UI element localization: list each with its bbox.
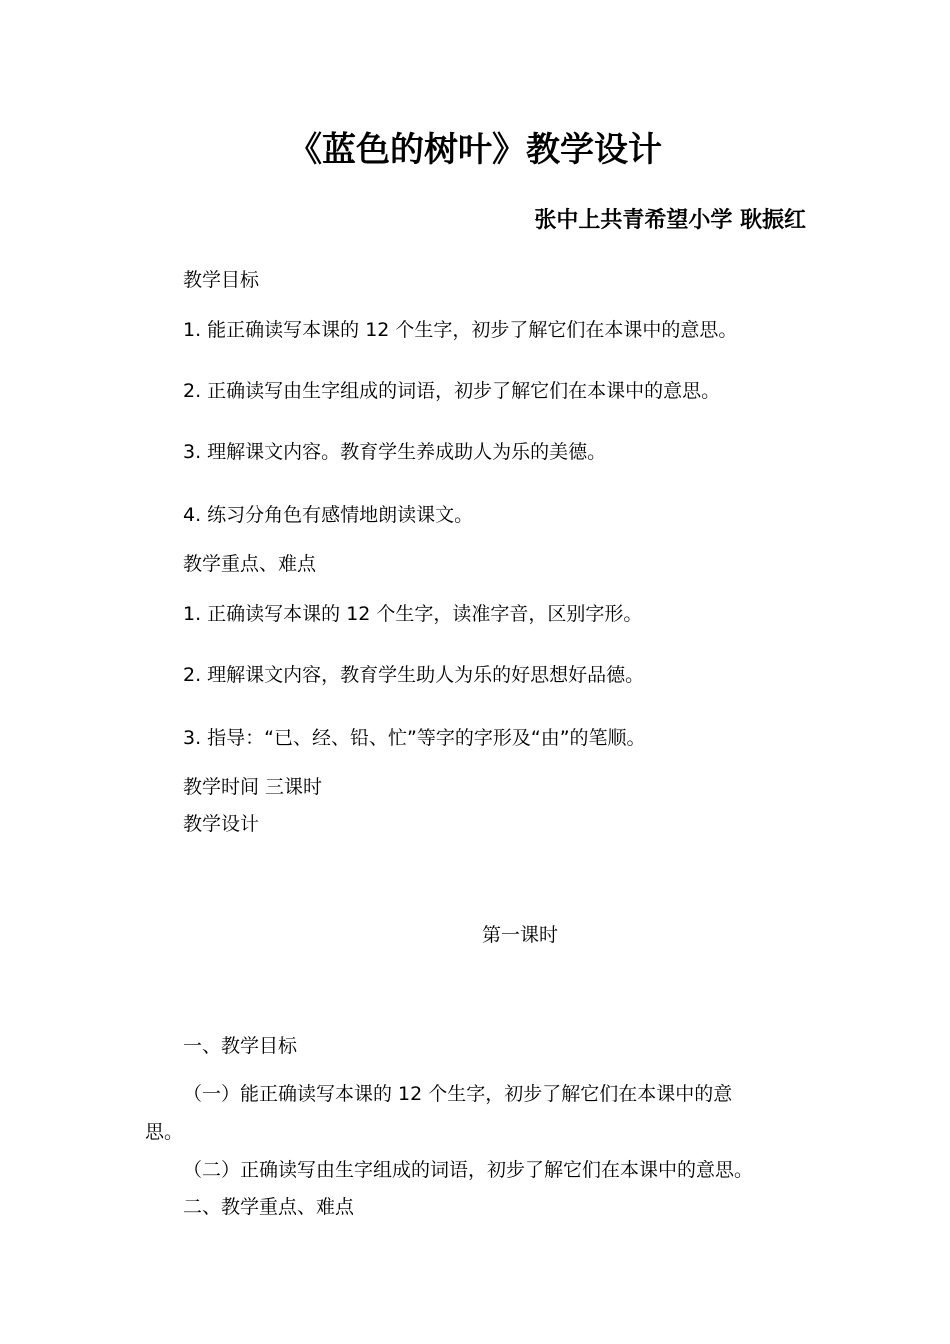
lesson-section-heading: 二、教学重点、难点 [183, 1196, 355, 1218]
objective-item: 4. 练习分角色有感情地朗读课文。 [183, 504, 474, 526]
lesson-item-continuation: 思。 [145, 1121, 184, 1143]
design-heading: 教学设计 [183, 813, 260, 835]
key-point-item: 3. 指导：“已、经、铅、忙”等字的字形及“由”的笔顺。 [183, 727, 646, 749]
objective-item: 3. 理解课文内容。教育学生养成助人为乐的美德。 [183, 441, 607, 463]
key-point-item: 1. 正确读写本课的 12 个生字，读准字音，区别字形。 [183, 603, 643, 625]
key-point-item: 2. 理解课文内容，教育学生助人为乐的好思想好品德。 [183, 664, 645, 686]
lesson-title: 第一课时 [481, 924, 558, 946]
lesson-item: （二）正确读写由生字组成的词语，初步了解它们在本课中的意思。 [183, 1159, 754, 1181]
objective-item: 1. 能正确读写本课的 12 个生字，初步了解它们在本课中的意思。 [183, 319, 738, 341]
author-line: 张中上共青希望小学 耿振红 [534, 208, 806, 233]
objectives-heading: 教学目标 [183, 269, 260, 291]
lesson-item: （一）能正确读写本课的 12 个生字，初步了解它们在本课中的意 [183, 1083, 733, 1105]
objective-item: 2. 正确读写由生字组成的词语，初步了解它们在本课中的意思。 [183, 380, 721, 402]
teaching-time: 教学时间 三课时 [183, 776, 323, 798]
lesson-section-heading: 一、教学目标 [183, 1035, 298, 1057]
document-title: 《蓝色的树叶》教学设计 [288, 130, 662, 170]
key-points-heading: 教学重点、难点 [183, 553, 317, 575]
